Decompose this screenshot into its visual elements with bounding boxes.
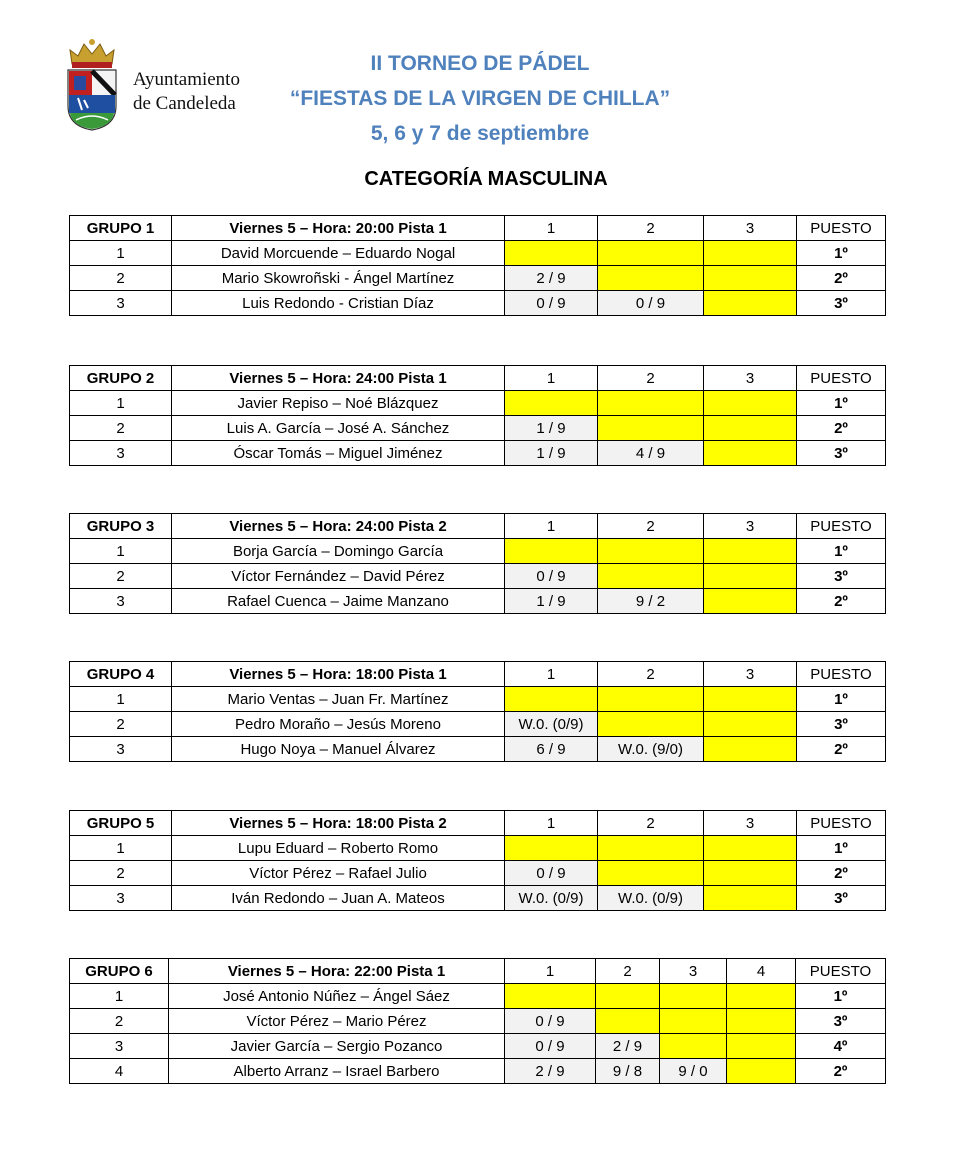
table-row [70,391,886,416]
pair-number: 1 [70,391,172,416]
pair-number: 2 [70,712,172,737]
position-value: 2º [797,589,886,614]
position-value: 3º [797,291,886,316]
position-value: 3º [797,712,886,737]
result-cell-blocked [704,564,797,589]
result-cell: W.0. (0/9) [505,886,598,911]
position-value: 2º [797,266,886,291]
column-header: 3 [704,662,797,687]
table-row [70,1009,886,1034]
result-cell-blocked [704,266,797,291]
position-value: 2º [796,1059,886,1084]
table-row [70,539,886,564]
group-header-row [70,662,886,687]
column-header: 2 [598,366,704,391]
table-row [70,984,886,1009]
group-name: GRUPO 1 [70,216,172,241]
column-header: 3 [704,216,797,241]
column-header: 4 [727,959,796,984]
position-value: 3º [796,1009,886,1034]
table-row [70,441,886,466]
result-cell-blocked [505,687,598,712]
group-schedule: Viernes 5 – Hora: 20:00 Pista 1 [172,216,505,241]
group-schedule: Viernes 5 – Hora: 24:00 Pista 1 [172,366,505,391]
pair-name: Hugo Noya – Manuel Álvarez [172,737,505,762]
position-value: 1º [797,687,886,712]
result-cell: 4 / 9 [598,441,704,466]
pair-number: 3 [70,441,172,466]
table-row [70,886,886,911]
pair-number: 1 [70,836,172,861]
result-cell: W.0. (0/9) [505,712,598,737]
position-header: PUESTO [797,811,886,836]
result-cell: 1 / 9 [505,441,598,466]
table-row [70,712,886,737]
column-header: 3 [704,514,797,539]
position-header: PUESTO [797,662,886,687]
pair-name: Javier García – Sergio Pozanco [169,1034,505,1059]
group-header-row [70,811,886,836]
position-value: 1º [797,539,886,564]
result-cell: 9 / 0 [660,1059,727,1084]
pair-number: 2 [70,564,172,589]
result-cell-blocked [598,687,704,712]
pair-number: 3 [70,886,172,911]
pair-name: José Antonio Núñez – Ángel Sáez [169,984,505,1009]
position-value: 1º [796,984,886,1009]
position-value: 1º [797,391,886,416]
result-cell: 2 / 9 [505,266,598,291]
result-cell-blocked [598,564,704,589]
result-cell: 9 / 2 [598,589,704,614]
group-schedule: Viernes 5 – Hora: 18:00 Pista 2 [172,811,505,836]
pair-name: Mario Ventas – Juan Fr. Martínez [172,687,505,712]
column-header: 1 [505,959,596,984]
position-value: 1º [797,836,886,861]
table-row [70,836,886,861]
pair-number: 3 [70,737,172,762]
pair-name: Alberto Arranz – Israel Barbero [169,1059,505,1084]
table-row [70,1059,886,1084]
position-value: 2º [797,861,886,886]
group-name: GRUPO 6 [70,959,169,984]
group-table [69,958,886,1084]
pair-name: Iván Redondo – Juan A. Mateos [172,886,505,911]
title-line-1: II TORNEO DE PÁDEL [370,52,590,75]
result-cell-blocked [704,886,797,911]
result-cell-blocked [598,266,704,291]
pair-number: 4 [70,1059,169,1084]
pair-number: 2 [70,1009,169,1034]
table-row [70,241,886,266]
pair-name: David Morcuende – Eduardo Nogal [172,241,505,266]
pair-name: Víctor Pérez – Mario Pérez [169,1009,505,1034]
result-cell-blocked [596,1009,660,1034]
table-row [70,861,886,886]
pair-name: Luis Redondo - Cristian Díaz [172,291,505,316]
result-cell-blocked [704,687,797,712]
group-header-row [70,514,886,539]
result-cell: 2 / 9 [596,1034,660,1059]
group-table [69,365,886,466]
result-cell-blocked [505,391,598,416]
result-cell: 0 / 9 [505,564,598,589]
column-header: 3 [704,366,797,391]
result-cell-blocked [598,712,704,737]
column-header: 2 [598,662,704,687]
result-cell-blocked [704,416,797,441]
position-header: PUESTO [796,959,886,984]
pair-number: 3 [70,1034,169,1059]
table-row [70,564,886,589]
result-cell: 0 / 9 [505,291,598,316]
position-value: 2º [797,737,886,762]
column-header: 3 [704,811,797,836]
pair-name: Javier Repiso – Noé Blázquez [172,391,505,416]
group-schedule: Viernes 5 – Hora: 24:00 Pista 2 [172,514,505,539]
position-value: 2º [797,416,886,441]
result-cell-blocked [598,391,704,416]
result-cell-blocked [727,984,796,1009]
group-table [69,215,886,316]
pair-name: Pedro Moraño – Jesús Moreno [172,712,505,737]
pair-number: 1 [70,687,172,712]
column-header: 2 [598,811,704,836]
group-name: GRUPO 4 [70,662,172,687]
column-header: 2 [596,959,660,984]
result-cell: 1 / 9 [505,589,598,614]
result-cell-blocked [704,291,797,316]
result-cell-blocked [704,737,797,762]
result-cell-blocked [598,861,704,886]
pair-number: 2 [70,861,172,886]
result-cell-blocked [598,539,704,564]
pair-name: Lupu Eduard – Roberto Romo [172,836,505,861]
group-schedule: Viernes 5 – Hora: 22:00 Pista 1 [169,959,505,984]
result-cell: 0 / 9 [505,861,598,886]
group-header-row [70,366,886,391]
group-header-row [70,216,886,241]
result-cell-blocked [704,539,797,564]
result-cell-blocked [704,241,797,266]
result-cell-blocked [704,836,797,861]
result-cell: 0 / 9 [505,1009,596,1034]
position-header: PUESTO [797,514,886,539]
result-cell-blocked [660,1009,727,1034]
pair-name: Borja García – Domingo García [172,539,505,564]
column-header: 1 [505,811,598,836]
group-schedule: Viernes 5 – Hora: 18:00 Pista 1 [172,662,505,687]
title-line-2: “FIESTAS DE LA VIRGEN DE CHILLA” [289,87,671,110]
result-cell: W.0. (0/9) [598,886,704,911]
pair-number: 1 [70,984,169,1009]
pair-name: Rafael Cuenca – Jaime Manzano [172,589,505,614]
result-cell-blocked [596,984,660,1009]
table-row [70,687,886,712]
position-value: 3º [797,564,886,589]
result-cell-blocked [598,416,704,441]
group-table [69,513,886,614]
pair-name: Luis A. García – José A. Sánchez [172,416,505,441]
table-row [70,291,886,316]
pair-number: 2 [70,266,172,291]
group-header-row [70,959,886,984]
result-cell-blocked [505,836,598,861]
result-cell-blocked [704,861,797,886]
pair-name: Mario Skowroñski - Ángel Martínez [172,266,505,291]
column-header: 1 [505,662,598,687]
result-cell: 0 / 9 [505,1034,596,1059]
column-header: 1 [505,216,598,241]
result-cell-blocked [727,1059,796,1084]
position-header: PUESTO [797,216,886,241]
pair-name: Víctor Pérez – Rafael Julio [172,861,505,886]
position-value: 3º [797,886,886,911]
group-table [69,661,886,762]
result-cell: 1 / 9 [505,416,598,441]
pair-name: Víctor Fernández – David Pérez [172,564,505,589]
result-cell: 9 / 8 [596,1059,660,1084]
result-cell-blocked [727,1009,796,1034]
result-cell-blocked [704,391,797,416]
pair-number: 1 [70,539,172,564]
result-cell: 6 / 9 [505,737,598,762]
group-table [69,810,886,911]
result-cell-blocked [704,712,797,737]
column-header: 1 [505,514,598,539]
title-line-3: 5, 6 y 7 de septiembre [370,122,590,145]
result-cell-blocked [704,441,797,466]
table-row [70,737,886,762]
table-row [70,589,886,614]
result-cell-blocked [660,1034,727,1059]
coat-of-arms-logo [66,36,118,132]
result-cell-blocked [505,984,596,1009]
result-cell: W.0. (9/0) [598,737,704,762]
result-cell-blocked [505,539,598,564]
table-row [70,1034,886,1059]
result-cell-blocked [505,241,598,266]
result-cell: 2 / 9 [505,1059,596,1084]
column-header: 3 [660,959,727,984]
column-header: 2 [598,216,704,241]
category-heading: CATEGORÍA MASCULINA [364,168,608,190]
column-header: 1 [505,366,598,391]
org-line-2: de Candeleda [133,93,236,114]
position-value: 3º [797,441,886,466]
tournament-title [230,46,730,151]
result-cell-blocked [598,241,704,266]
table-row [70,416,886,441]
pair-number: 1 [70,241,172,266]
table-row [70,266,886,291]
org-line-1: Ayuntamiento [133,69,240,90]
pair-name: Óscar Tomás – Miguel Jiménez [172,441,505,466]
result-cell-blocked [727,1034,796,1059]
pair-number: 2 [70,416,172,441]
group-name: GRUPO 5 [70,811,172,836]
column-header: 2 [598,514,704,539]
position-value: 4º [796,1034,886,1059]
result-cell-blocked [660,984,727,1009]
organization-name [133,68,240,116]
result-cell-blocked [704,589,797,614]
result-cell-blocked [598,836,704,861]
pair-number: 3 [70,291,172,316]
group-name: GRUPO 2 [70,366,172,391]
position-header: PUESTO [797,366,886,391]
group-name: GRUPO 3 [70,514,172,539]
result-cell: 0 / 9 [598,291,704,316]
position-value: 1º [797,241,886,266]
pair-number: 3 [70,589,172,614]
